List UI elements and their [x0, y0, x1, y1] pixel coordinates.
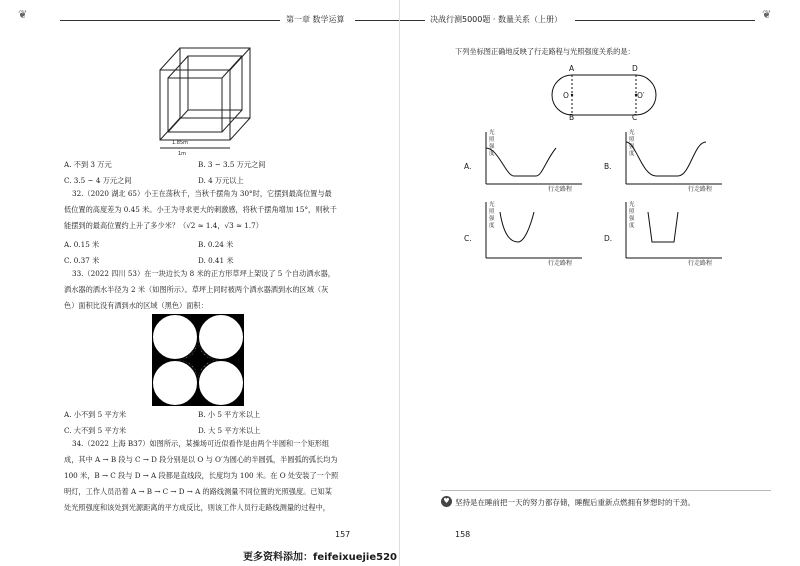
- graph-a-ylabel: 光照强度: [489, 130, 495, 157]
- graph-c-ylabel: 光照强度: [489, 202, 495, 229]
- graph-a-xlabel: 行走路程: [548, 186, 573, 192]
- track-center-o: O: [563, 91, 569, 100]
- question-32-line: 能摆到的最高位置约上升了多少米？（√2 ≈ 1.4，√3 ≈ 1.7）: [64, 221, 263, 230]
- option-a: A. 不到 3 万元: [64, 160, 112, 169]
- question-34-line: 处光照强度和该处到光源距离的平方成反比，则该工作人员行走路线测量的过程中，: [64, 503, 330, 512]
- graph-d-ylabel: 光照强度: [629, 202, 635, 229]
- option-d: D. 大 5 平方米以上: [198, 426, 261, 435]
- header-rule: [60, 20, 280, 21]
- graph-a-letter: A.: [464, 162, 472, 171]
- right-page: [400, 0, 800, 566]
- option-c: C. 0.37 米: [64, 256, 100, 265]
- tip-heart-icon: ♥: [441, 496, 452, 507]
- track-point-a: A: [569, 64, 575, 73]
- option-b: B. 3 ~ 3.5 万元之间: [198, 160, 266, 169]
- track-center-o-prime: O′: [637, 91, 645, 100]
- graph-c-letter: C.: [464, 234, 472, 243]
- question-34-line: 100 米，B → C 段与 D → A 段都是直线段，长度均为 100 米。在 O 处安装了一个照: [64, 471, 339, 480]
- header-rule: [400, 20, 425, 21]
- chapter-header: 第一章 数学运算: [286, 15, 345, 24]
- page-number: 157: [335, 530, 351, 539]
- graph-c-xlabel: 行走路程: [548, 260, 573, 266]
- track-point-b: B: [569, 113, 575, 122]
- question-intro: 下列坐标图正确地反映了行走路程与光照强度关系的是：: [455, 47, 635, 56]
- cube-frame-figure: [140, 40, 260, 160]
- leaf-ornament-icon: ❦: [762, 8, 772, 21]
- option-c: C. 大不到 5 平方米: [64, 426, 127, 435]
- graph-d-letter: D.: [604, 234, 613, 243]
- motivational-tip: 坚持是在睡前把一天的努力都存储，睡醒后重新点燃拥有梦想时的干劲。: [455, 498, 695, 507]
- question-34-line: 成，其中 A → B 段与 C → D 段分别是以 O 与 O′为圆心的半圆弧，半圆弧的弧长均为: [64, 455, 338, 464]
- question-34-line: 明灯，工作人员沿着 A → B → C → D → A 的路线测量不同位置的光照强度。已知某: [64, 487, 332, 496]
- graph-b-ylabel: 光照强度: [629, 130, 635, 157]
- question-32-line: 32.（2020 湖北 65）小王在荡秋千，当秋千摆角为 30°时，它摆到最高位置与最: [72, 189, 332, 198]
- footer-contact: 更多资料添加：feifeixuejie520: [243, 552, 397, 563]
- question-33-line: 洒水器的洒水半径为 2 米（如图所示）。草坪上同时被两个洒水器洒到水的区域（灰: [64, 285, 329, 294]
- graph-b-xlabel: 行走路程: [688, 186, 713, 192]
- graph-b-letter: B.: [604, 162, 612, 171]
- sprinkler-lawn-figure: [152, 314, 244, 406]
- header-rule: [575, 20, 755, 21]
- cube-dimension-label: 1m: [178, 151, 187, 157]
- option-d: D. 4 万元以上: [198, 176, 244, 185]
- question-33-line: 色）面积比没有洒到水的区域（黑色）面积：: [64, 301, 208, 310]
- page-number: 158: [455, 530, 471, 539]
- option-b: B. 0.24 米: [198, 240, 234, 249]
- option-c: C. 3.5 ~ 4 万元之间: [64, 176, 132, 185]
- question-32-line: 低位置的高度差为 0.45 米。小王为寻求更大的刺激感，将秋千摆角增加 15°，则秋千: [64, 205, 337, 214]
- cube-dimension-label: 1.85m: [172, 140, 189, 146]
- leaf-ornament-icon: ❦: [18, 8, 28, 21]
- question-33-line: 33.（2022 四川 53）在一块边长为 8 米的正方形草坪上架设了 5 个自动洒水器，: [72, 269, 335, 278]
- tip-divider: [441, 490, 771, 491]
- track-point-c: C: [632, 113, 638, 122]
- graph-d-xlabel: 行走路程: [688, 260, 713, 266]
- book-title-header: 决战行测5000题 · 数量关系（上册）: [430, 15, 562, 24]
- option-d: D. 0.41 米: [198, 256, 234, 265]
- option-b: B. 小 5 平方米以上: [198, 410, 261, 419]
- header-rule: [355, 20, 400, 21]
- option-a: A. 0.15 米: [64, 240, 100, 249]
- question-34-line: 34.（2022 上海 B37）如图所示，某操场可近似看作是由两个半圆和一个矩形组: [72, 439, 330, 448]
- track-point-d: D: [632, 64, 638, 73]
- option-a: A. 小不到 5 平方米: [64, 410, 127, 419]
